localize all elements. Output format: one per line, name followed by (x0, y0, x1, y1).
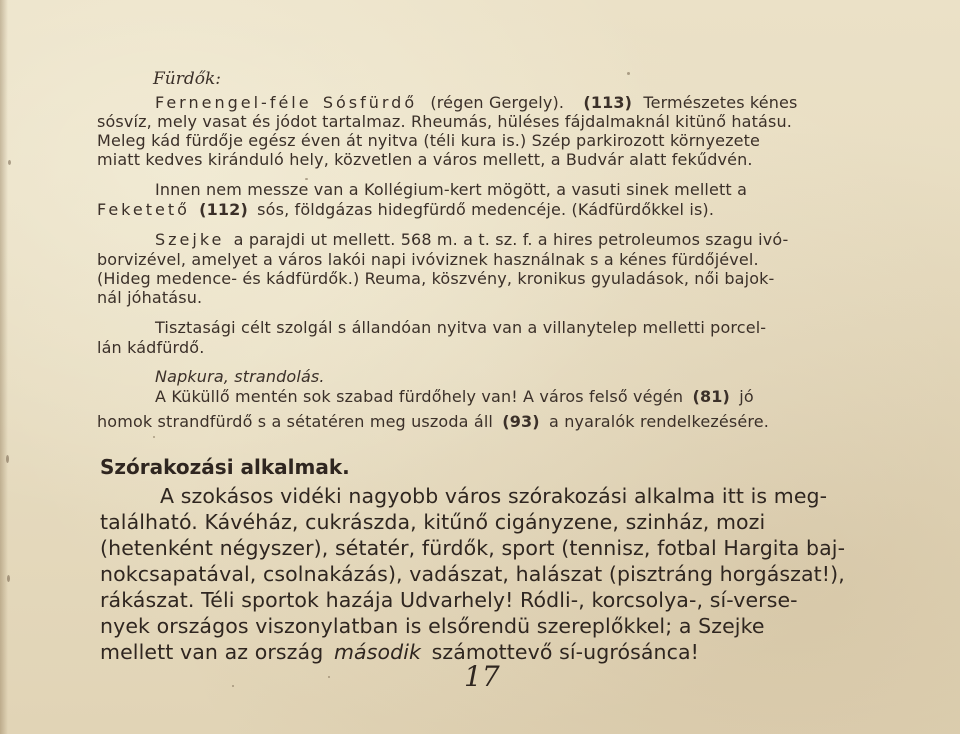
text-fragment: számottevő sí-ugrósánca! (431, 640, 699, 664)
name-szejke: Szejke (155, 230, 225, 249)
text-line: Innen nem messze van a Kollégium-kert mögött, a vasuti sinek mellett a (155, 180, 748, 199)
text-line (97, 200, 714, 220)
emphasis-masodik: második (333, 640, 421, 664)
text-fragment: (régen Gergely). (430, 93, 565, 112)
name-fernengel: Fernengel-féle (155, 93, 312, 112)
text-line: Tisztasági célt szolgál s állandóan nyitva van a villanytelep melletti porcel- (155, 318, 767, 337)
paper-speck (7, 575, 10, 582)
text-line: nál jóhatásu. (97, 288, 203, 307)
paper-speck (6, 455, 9, 463)
map-reference: (112) (199, 200, 248, 219)
section-title-szorakozasi: Szórakozási alkalmak. (100, 455, 350, 479)
page-edge-shadow (0, 0, 8, 734)
text-line: rákászat. Téli sportok hazája Udvarhely! Ródli-, korcsolya-, sí-verse- (100, 588, 798, 612)
text-fragment: A Küküllő mentén sok szabad fürdőhely van! A város felső végén (155, 387, 684, 406)
paper-speck (153, 436, 155, 438)
name-feketeto: Feketető (97, 200, 190, 219)
text-line: sósvíz, mely vasat és jódot tartalmaz. Rheumás, hüléses fájdalmaknál kitünő hatásu. (97, 112, 793, 131)
paper-speck (232, 685, 234, 687)
text-line: nyek országos viszonylatban is elsőrendü szereplőkkel; a Szejke (100, 614, 765, 638)
text-line: borvizével, amelyet a város lakói napi ivóviznek használnak s a kénes fürdőjével. (97, 250, 759, 269)
map-reference: (113) (583, 93, 633, 112)
text-line (155, 230, 789, 250)
text-line (100, 639, 699, 665)
text-fragment: jó (739, 387, 754, 406)
section-title-furdok: Fürdők: (153, 69, 222, 89)
paper-speck (8, 160, 11, 165)
text-fragment: a parajdi ut mellett. 568 m. a t. sz. f. a hires petroleumos szagu ivó- (233, 230, 789, 249)
text-line: miatt kedves kiránduló hely, közvetlen a város mellett, a Budvár alatt fekűdvén. (97, 150, 753, 169)
text-line (155, 387, 754, 407)
text-fragment: Természetes kénes (643, 93, 798, 112)
text-fragment: homok strandfürdő s a sétatéren meg uszoda áll (97, 412, 494, 431)
text-line: (hetenként négyszer), sétatér, fürdők, sport (tennisz, fotbal Hargita baj- (100, 536, 846, 560)
text-line: A szokásos vidéki nagyobb város szórakozási alkalma itt is meg- (160, 484, 828, 508)
text-line (97, 412, 769, 432)
subheading-napkura: Napkura, strandolás. (155, 367, 325, 386)
text-fragment: a nyaralók rendelkezésére. (549, 412, 769, 431)
map-reference: (81) (692, 387, 730, 406)
name-sosfurdo: Sósfürdő (322, 93, 418, 112)
paper-speck (627, 72, 630, 75)
paper-speck (328, 676, 330, 678)
map-reference: (93) (502, 412, 540, 431)
text-line: (Hideg medence- és kádfürdők.) Reuma, köszvény, kronikus gyuladások, női bajok- (97, 269, 775, 288)
text-line: nokcsapatával, csolnakázás), vadászat, halászat (pisztráng horgászat!), (100, 562, 845, 586)
text-line: található. Kávéház, cukrászda, kitűnő cigányzene, szinház, mozi (100, 510, 766, 534)
text-fragment: sós, földgázas hidegfürdő medencéje. (Kádfürdőkkel is). (257, 200, 715, 219)
text-line: lán kádfürdő. (97, 338, 205, 357)
text-fragment: mellett van az ország (100, 640, 324, 664)
page-number: 17 (464, 660, 500, 693)
text-line (155, 93, 798, 113)
text-line: Meleg kád fürdője egész éven át nyitva (téli kura is.) Szép parkirozott környezete (97, 131, 761, 150)
